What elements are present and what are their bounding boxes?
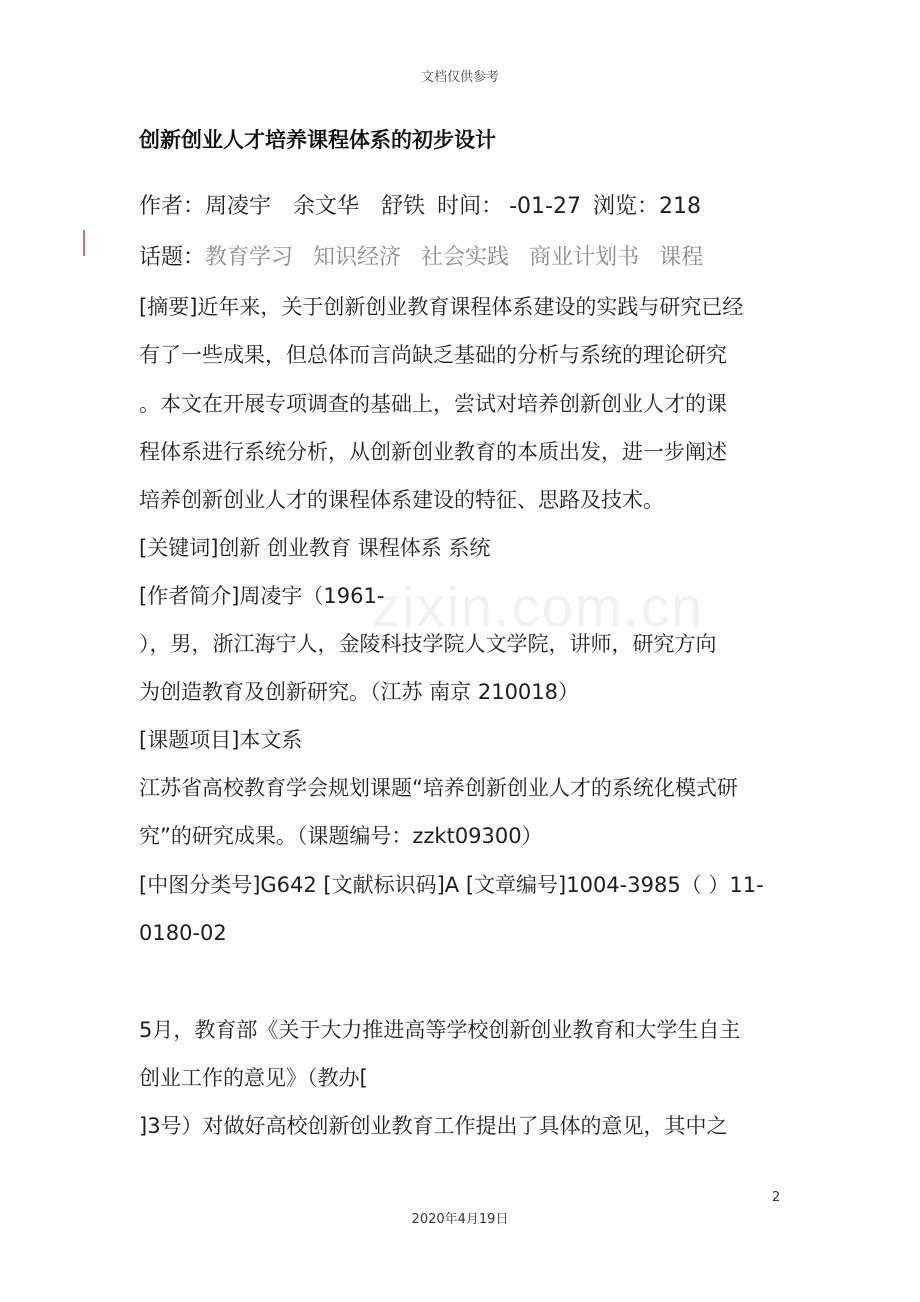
topics-label: 话题：: [139, 245, 206, 270]
topic-link[interactable]: 教育学习: [205, 245, 294, 270]
classification-line: [中图分类号]G642 [文献标识码]A [文章编号]1004-3985（ ）11-: [139, 873, 764, 897]
body-line: ]3号）对做好高校创新创业教育工作提出了具体的意见，其中之: [139, 1114, 728, 1138]
abstract-line: 程体系进行系统分析，从创新创业教育的本质出发，进一步阐述: [139, 440, 727, 464]
header-note: 文档仅供参考: [420, 70, 499, 85]
author-label: 作者：: [139, 194, 206, 219]
time-value: -01-27: [509, 194, 581, 219]
topic-link[interactable]: 知识经济: [313, 245, 402, 270]
watermark: zixin.com.cn: [372, 575, 705, 638]
topics-line: [139, 243, 703, 273]
classification-line: 0180-02: [139, 921, 227, 945]
page-number: 2: [772, 1190, 781, 1205]
margin-marker: [83, 230, 85, 256]
keywords-line: [关键词]创新 创业教育 课程体系 系统: [139, 536, 491, 560]
author-name: 余文华: [293, 194, 360, 219]
abstract-line: 。本文在开展专项调查的基础上，尝试对培养创新创业人才的课: [139, 392, 727, 416]
topic-link[interactable]: 社会实践: [421, 245, 510, 270]
footer-date: 2020年4月19日: [411, 1212, 509, 1227]
body-line: 创业工作的意见》（教办[: [139, 1066, 368, 1090]
project-line: 江苏省高校教育学会规划课题“培养创新创业人才的系统化模式研: [139, 776, 738, 800]
views-value: 218: [658, 194, 701, 219]
author-bio-line: [作者简介]周凌宇（1961-: [139, 584, 385, 608]
project-line: 究”的研究成果。（课题编号：zzkt09300）: [139, 824, 543, 848]
views-label: 浏览：: [592, 194, 659, 219]
abstract-line: 有了一些成果，但总体而言尚缺乏基础的分析与系统的理论研究: [139, 343, 727, 367]
time-label: 时间：: [437, 194, 504, 219]
abstract-line: [摘要]近年来，关于创新创业教育课程体系建设的实践与研究已经: [139, 295, 744, 319]
abstract-line: 培养创新创业人才的课程体系建设的特征、思路及技术。: [139, 488, 664, 512]
author-name: 舒铁: [381, 194, 426, 219]
topic-link[interactable]: 课程: [659, 245, 704, 270]
body-line: 5月，教育部《关于大力推进高等学校创新创业教育和大学生自主: [139, 1018, 741, 1042]
document-title: 创新创业人才培养课程体系的初步设计: [139, 128, 496, 152]
topic-link[interactable]: 商业计划书: [529, 245, 640, 270]
author-name: 周凌宇: [205, 194, 272, 219]
meta-line: [139, 192, 701, 222]
project-line: [课题项目]本文系: [139, 728, 303, 752]
author-bio-line: 为创造教育及创新研究。（江苏 南京 210018）: [139, 680, 580, 704]
author-bio-line: ），男，浙江海宁人，金陵科技学院人文学院，讲师，研究方向: [139, 632, 717, 656]
